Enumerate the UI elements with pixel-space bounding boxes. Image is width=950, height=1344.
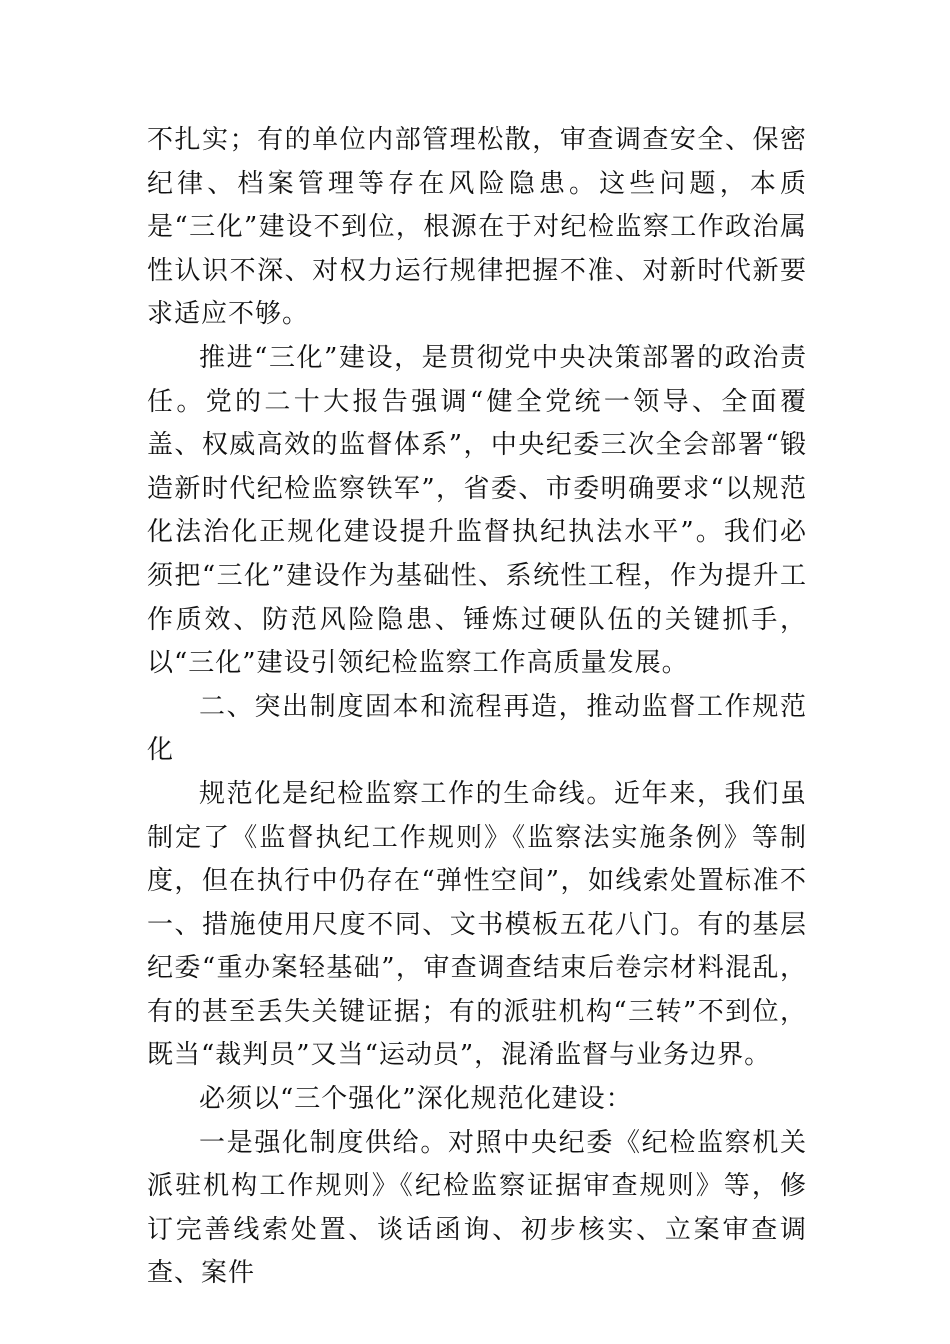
paragraph-institutional-supply: 一是强化制度供给。对照中央纪委《纪检监察机关派驻机构工作规则》《纪检监察证据审查规则》等，修订完善线索处置、谈话函询、初步核实、立案审查调查、案件 xyxy=(147,1127,807,1289)
paragraph-three-strengthen: 必须以“三个强化”深化规范化建设： xyxy=(199,1084,633,1115)
paragraph-standardization: 规范化是纪检监察工作的生命线。近年来，我们虽制定了《监督执纪工作规则》《监察法实施条例》等制度，但在执行中仍存在“弹性空间”，如线索处置标准不一、措施使用尺度不同、文书模板五花八门。有的基层纪委“重办案轻基础”，审查调查结束后卷宗材料混乱，有的甚至丢失关键证据；有的派驻机构“三转”不到位，既当“裁判员”又当“运动员”，混淆监督与业务边界。 xyxy=(147,778,807,1071)
paragraph-political-responsibility: 推进“三化”建设，是贯彻党中央决策部署的政治责任。党的二十大报告强调“健全党统一领导、全面覆盖、权威高效的监督体系”，中央纪委三次全会部署“锻造新时代纪检监察铁军”，省委、市委明确要求“以规范化法治化正规化建设提升监督执纪执法水平”。我们必须把“三化”建设作为基础性、系统性工程，作为提升工作质效、防范风险隐患、锤炼过硬队伍的关键抓手，以“三化”建设引领纪检监察工作高质量发展。 xyxy=(147,342,807,679)
paragraph-continuation: 不扎实；有的单位内部管理松散，审查调查安全、保密纪律、档案管理等存在风险隐患。这些问题，本质是“三化”建设不到位，根源在于对纪检监察工作政治属性认识不深、对权力运行规律把握不准、对新时代新要求适应不够。 xyxy=(147,125,807,330)
section-heading-2: 二、突出制度固本和流程再造，推动监督工作规范化 xyxy=(147,691,807,766)
document-body xyxy=(147,119,807,1296)
